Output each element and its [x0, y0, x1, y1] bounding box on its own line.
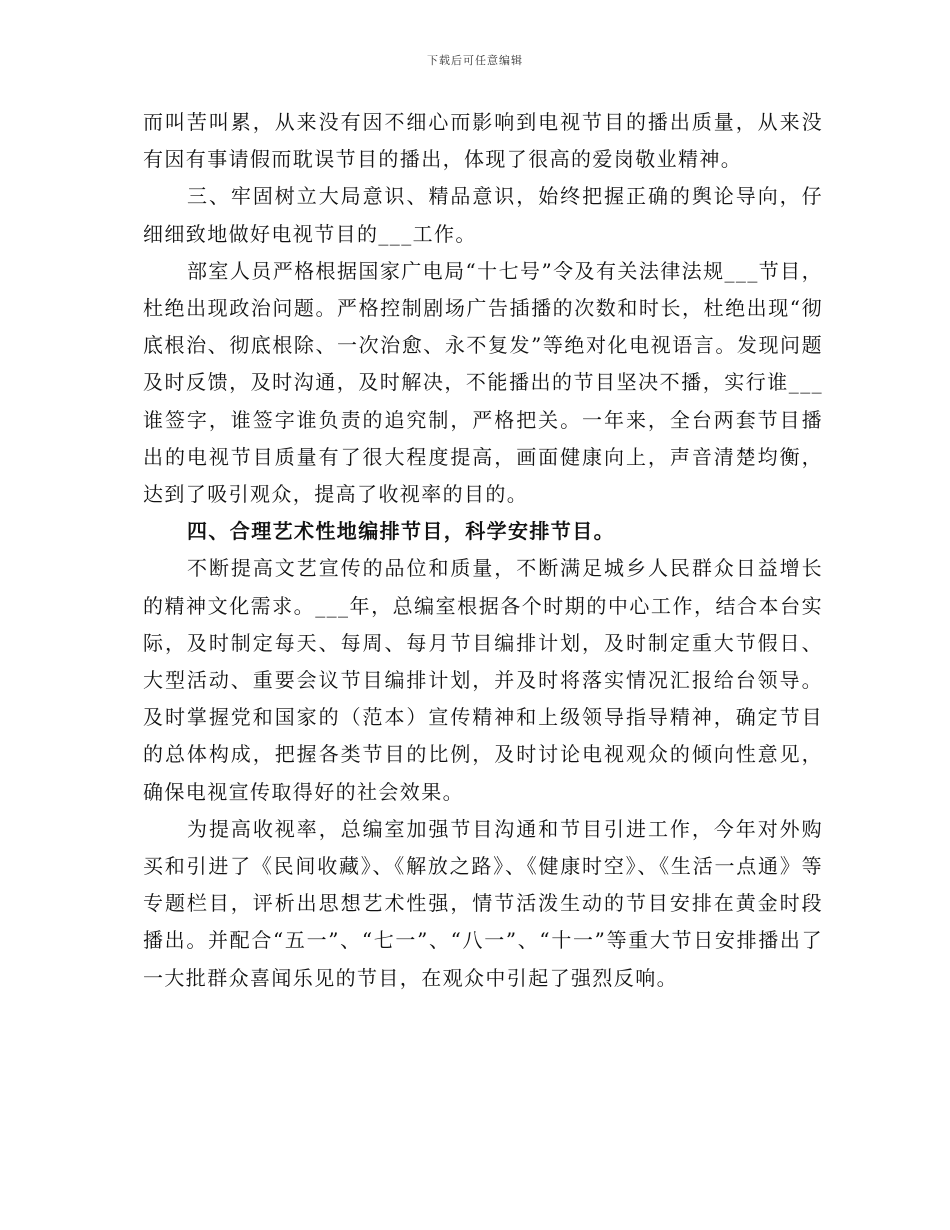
section-four-heading: 四、合理艺术性地编排节目，科学安排节目。	[187, 519, 615, 544]
paragraph-program-planning: 不断提高文艺宣传的品位和质量，不断满足城乡人民群众日益增长的精神文化需求。___年，总编室根据各个时期的中心工作，结合本台实际，及时制定每天、每周、每月节目编排计划，及时制定重大节假日、大型活动、重要会议节目编排计划，并及时将落实情况汇报给台领导。及时掌握党和国家的（范本）宣传精神和上级领导指导精神，确定节目的总体构成，把握各类节目的比例，及时讨论电视观众的倾向性意见，确保电视宣传取得好的社会效果。	[143, 556, 823, 804]
paragraph-continuation: 而叫苦叫累，从来没有因不细心而影响到电视节目的播出质量，从来没有因有事请假而耽误节目的播出，体现了很高的爱岗敬业精神。	[143, 110, 823, 172]
document-body	[143, 104, 823, 997]
paragraph-ratings-improvement: 为提高收视率，总编室加强节目沟通和节目引进工作，今年对外购买和引进了《民间收藏》、《解放之路》、《健康时空》、《生活一点通》等专题栏目，评析出思想艺术性强，情节活泼生动的节目安排在黄金时段播出。并配合“五一”、“七一”、“八一”、“十一”等重大节日安排播出了一大批群众喜闻乐见的节目，在观众中引起了强烈反响。	[143, 816, 823, 990]
page-header-note: 下载后可任意编辑	[427, 54, 523, 67]
paragraph-review-process: 部室人员严格根据国家广电局“十七号”令及有关法律法规___节目，杜绝出现政治问题。严格控制剧场广告插播的次数和时长，杜绝出现“彻底根治、彻底根除、一次治愈、永不复发”等绝对化电视语言。发现问题及时反馈，及时沟通，及时解决，不能播出的节目坚决不播，实行谁___谁签字，谁签字谁负责的追究制，严格把关。一年来，全台两套节目播出的电视节目质量有了很大程度提高，画面健康向上，声音清楚均衡，达到了吸引观众，提高了收视率的目的。	[143, 258, 823, 507]
paragraph-section-three-title: 三、牢固树立大局意识、精品意识，始终把握正确的舆论导向，仔细细致地做好电视节目的___工作。	[143, 184, 823, 246]
